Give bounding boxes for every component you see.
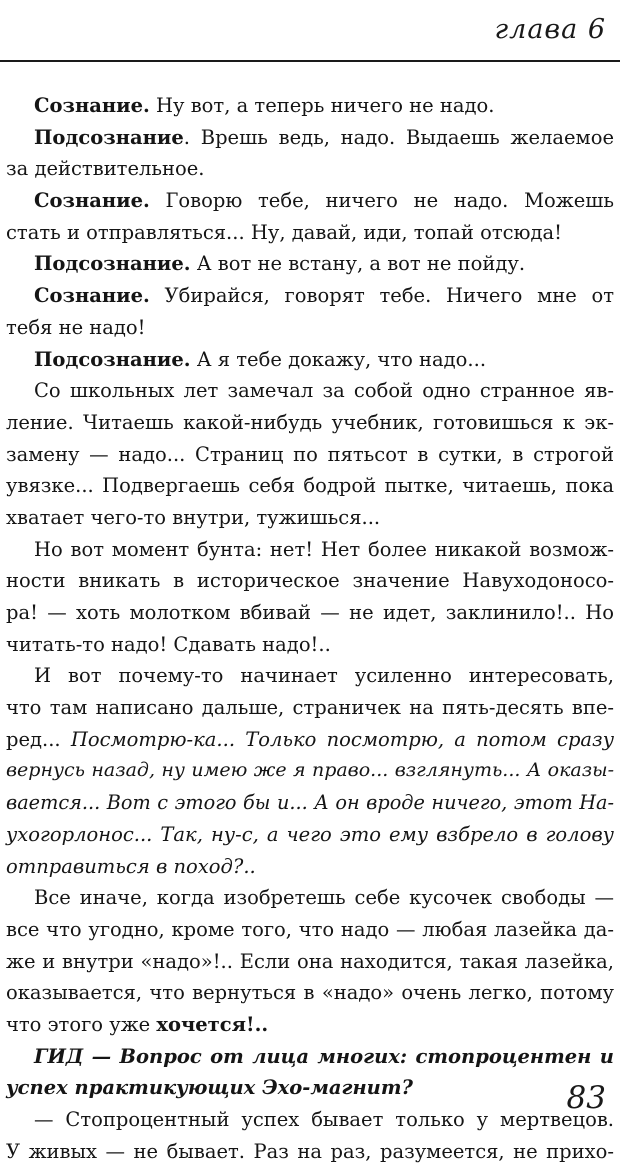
text-run: Ну вот, а теперь ничего не надо. (149, 94, 495, 117)
header-rule (0, 60, 620, 62)
text-run: Подсознание. (34, 347, 191, 371)
running-head: глава 6 (494, 14, 606, 45)
text-run: читать-то надо! Сдавать надо!.. (6, 632, 331, 656)
text-run: тебя не надо! (6, 315, 146, 339)
text-run: успех практикующих Эхо-магнит? (6, 1076, 413, 1100)
text-line (6, 882, 614, 914)
text-line (6, 692, 614, 724)
text-line (6, 153, 614, 185)
text-line (6, 248, 614, 280)
text-run: стать и отправляться... Ну, давай, иди, топай отсюда! (6, 220, 562, 244)
text-run: И вот почему-то начинает усиленно интересовать, (34, 664, 614, 688)
text-line (6, 344, 614, 376)
text-run: вернусь назад, ну имею же я право... взглянуть... А оказы- (6, 759, 614, 782)
text-run: все что угодно, кроме того, что надо — любая лазейка да- (6, 917, 614, 941)
text-line (6, 597, 614, 629)
text-run: ности вникать в историческое значение Навуходоносо- (6, 569, 614, 593)
text-run: Сознание. (34, 284, 150, 308)
text-run: ухогорлонос... Так, ну-с, а чего это ему взбрело в голову (6, 822, 614, 846)
text-line (6, 851, 614, 883)
text-line (6, 407, 614, 439)
text-line (6, 946, 614, 978)
text-run: ГИД — Вопрос от лица многих: стопроцентен и (34, 1044, 614, 1068)
text-run: Все иначе, когда изобретешь себе кусочек свободы — (34, 886, 614, 910)
text-run: ление. Читаешь какой-нибудь учебник, готовишься к эк- (6, 410, 614, 434)
text-run: — Стопроцентный успех бывает только у мертвецов. (34, 1108, 614, 1131)
body-text (6, 90, 614, 1167)
text-line (6, 280, 614, 312)
text-run: вается... Вот с этого бы и... А он вроде ничего, этот На- (6, 791, 614, 815)
text-run: Подсознание. (34, 252, 191, 276)
text-line (6, 312, 614, 344)
text-line (6, 755, 614, 787)
text-run: У живых — не бывает. Раз на раз, разумеется, не прихо- (6, 1139, 614, 1163)
text-run: Но вот момент бунта: нет! Нет более никакой возмож- (34, 537, 614, 561)
text-line (6, 1041, 614, 1073)
text-line (6, 502, 614, 534)
text-line (6, 1009, 614, 1041)
text-run: Сознание. (34, 189, 150, 213)
text-run: оказывается, что вернуться в «надо» очень легко, потому (6, 981, 614, 1005)
text-line (6, 1104, 614, 1136)
text-run: Сознание. (34, 94, 150, 117)
text-run: А вот не встану, а вот не пойду. (190, 252, 526, 276)
text-run: Со школьных лет замечал за собой одно странное яв- (34, 379, 614, 403)
text-line (6, 439, 614, 471)
text-run: что там написано дальше, страничек на пять-десять впе- (6, 696, 614, 720)
text-line (6, 122, 614, 154)
text-run: Говорю тебе, ничего не надо. Можешь (149, 189, 614, 213)
text-line (6, 724, 614, 756)
text-run: . Врешь ведь, надо. Выдаешь желаемое (183, 125, 614, 149)
text-run: хочется!.. (156, 1012, 269, 1036)
text-line (6, 1072, 614, 1104)
text-line (6, 217, 614, 249)
text-run: отправиться в поход?.. (6, 854, 256, 878)
text-line (6, 819, 614, 851)
text-line (6, 914, 614, 946)
text-line (6, 375, 614, 407)
text-run: же и внутри «надо»!.. Если она находится, такая лазейка, (6, 949, 614, 973)
text-run: Подсознание (34, 125, 184, 149)
text-run: ред... (6, 727, 71, 751)
text-line (6, 185, 614, 217)
text-run: Посмотрю-ка... Только посмотрю, а потом сразу (70, 727, 615, 751)
text-run: ра! — хоть молотком вбивай — не идет, заклинило!.. Но (6, 601, 614, 624)
text-line (6, 470, 614, 502)
text-run: что этого уже (6, 1012, 157, 1036)
text-line (6, 977, 614, 1009)
text-run: Убирайся, говорят тебе. Ничего мне от (149, 284, 614, 308)
text-run: хватает чего-то внутри, тужишься... (6, 505, 381, 529)
text-line (6, 534, 614, 566)
text-line (6, 1136, 614, 1167)
text-line (6, 660, 614, 692)
text-run: А я тебе докажу, что надо... (190, 347, 487, 371)
text-line (6, 787, 614, 819)
text-line (6, 629, 614, 661)
page-number: 83 (566, 1080, 606, 1116)
text-run: за действительное. (6, 157, 205, 181)
text-run: увязке... Подвергаешь себя бодрой пытке, читаешь, пока (6, 474, 614, 498)
text-line (6, 90, 614, 122)
text-line (6, 565, 614, 597)
text-run: замену — надо... Страниц по пятьсот в сутки, в строгой (6, 442, 614, 466)
